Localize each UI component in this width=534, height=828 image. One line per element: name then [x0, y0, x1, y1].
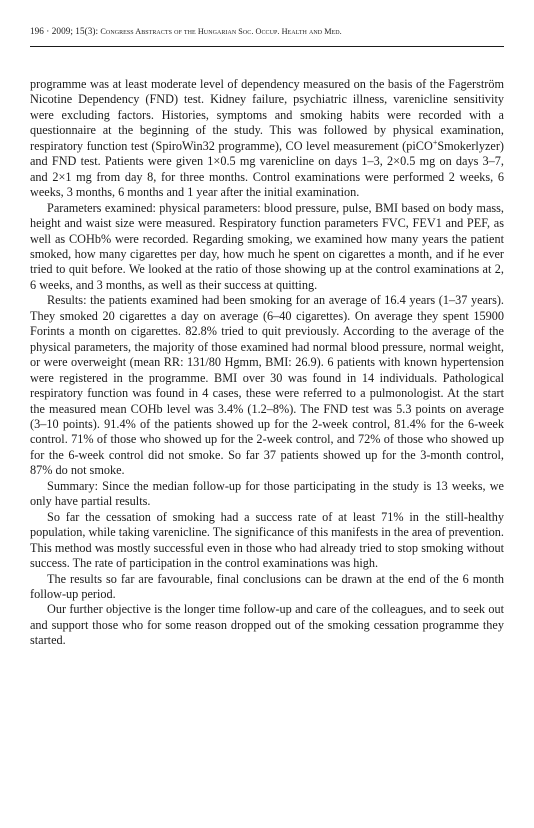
- citation: 2009; 15(3):: [51, 26, 99, 36]
- paragraph-favourable: The results so far are favourable, final conclusions can be drawn at the end of the 6 month follow-up period.: [30, 571, 504, 601]
- superscript-plus: +: [432, 137, 438, 147]
- paragraph-methods: [30, 77, 504, 201]
- paragraph-summary: Summary: Since the median follow-up for those participating in the study is 13 weeks, we only have partial results.: [30, 478, 504, 509]
- header-rule: [30, 46, 504, 47]
- article-body: [30, 77, 504, 649]
- paragraph-objective: Our further objective is the longer time follow-up and care of the colleagues, and to seek out and support those who for some reason dropped out of the smoking cessation programme they started.: [30, 602, 504, 648]
- head-separator: ·: [46, 26, 50, 36]
- paragraph-success-rate: So far the cessation of smoking had a success rate of at least 71% in the still-healthy population, while taking varenicline. The significance of this manifests in the area of prevention. This method was mostly successful even in those who had already tried to stop smoking without success. The rate of participation in the control examinations was high.: [30, 509, 504, 571]
- page-number: 196: [30, 26, 44, 36]
- journal-title: Congress Abstracts of the Hungarian Soc. Occup. Health and Med.: [100, 27, 342, 36]
- paragraph-methods-text-2: Smokerlyzer) and FND test. Patients were given 1×0.5 mg varenicline on days 1–3, 2×0.5 mg on days 3–7, and 2×1 mg from day 8, for three months. Control examinations were performed 2 weeks, 6 weeks, 3 months, 6 months and 1 year after the initial examination.: [30, 138, 504, 200]
- paragraph-methods-text-1: programme was at least moderate level of dependency measured on the basis of the Fagerström Nicotine Dependency (FND) test. Kidney failure, psychiatric illness, varenicline sensitivity were excluding factors. Histories, symptoms and smoking habits were recorded with a questionnaire at the beginning of the study. This was followed by physical examination, respiratory function test (SpiroWin32 programme), CO level measurement (piCO: [30, 77, 504, 153]
- paragraph-results: Results: the patients examined had been smoking for an average of 16.4 years (1–37 years). They smoked 20 cigarettes a day on average (6–40 cigarettes). On average they spent 15900 Forints a month on cigarettes. 82.8% tried to quit previously. According to the average of the physical parameters, the majority of those examined had normal blood pressure, normal weight, or were overweight (mean RR: 131/80 Hgmm, BMI: 26.9). 6 patients with known hypertension were registered in the programme. BMI over 30 was found in 14 individuals. Pathological respiratory function was found in 4 cases, these were referred to a pulmonologist. At the start the measured mean COHb level was 3.4% (1.2–8%). The FND test was 5.3 points on average (3–10 points). 91.4% of the patients showed up for the 2-week control, 81.4% for the 6-week control. 71% of those who showed up for the 2-week control, and 72% of those who showed up for the 6-week control did not smoke. So far 37 patients showed up for the 3-month control, 87% do not smoke.: [30, 293, 504, 478]
- running-head: [30, 26, 510, 36]
- paragraph-parameters: Parameters examined: physical parameters: blood pressure, pulse, BMI based on body mass, height and waist size were measured. Respiratory function parameters FVC, FEV1 and PEF, as well as COHb% were recorded. Regarding smoking, we examined how many years the patient smoked, how many cigarettes per day, how much he spent on cigarettes a month, and if he ever tried to quit before. We looked at the ratio of those showing up at the control examinations at 2, 6 weeks, and 3 months, as well as their success at quitting.: [30, 200, 504, 292]
